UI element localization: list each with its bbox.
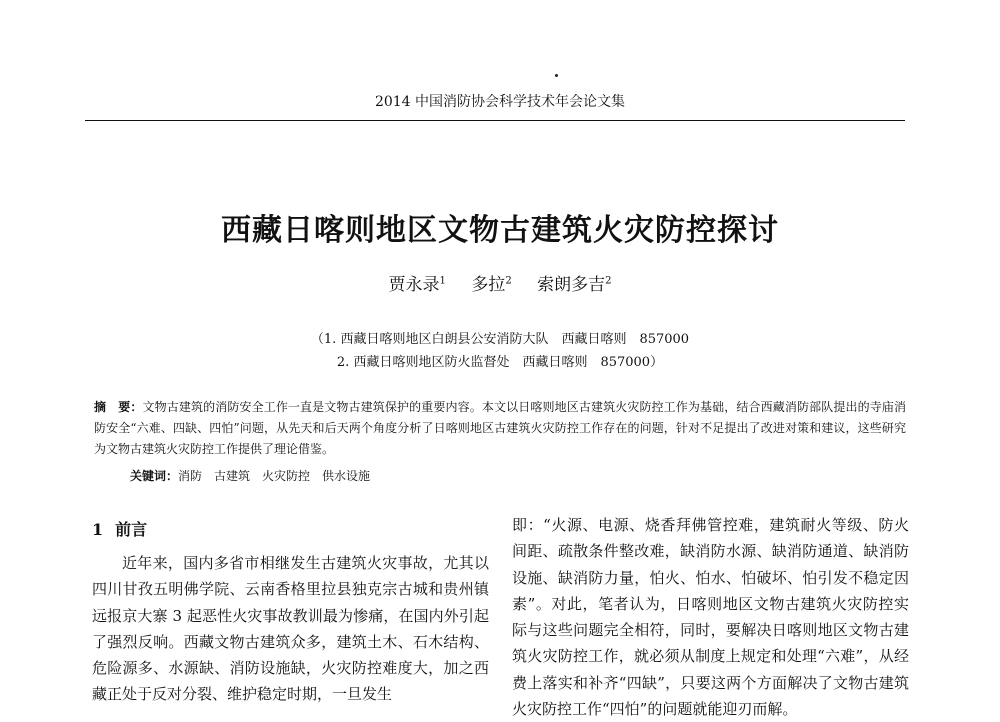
- keywords-text: 消防 古建筑 火灾防控 供水设施: [178, 469, 371, 483]
- section-title: 前言: [115, 520, 148, 539]
- abstract-text: 文物古建筑的消防安全工作一直是文物古建筑保护的重要内容。本文以日喀则地区古建筑火灾防控工作为基础，结合西藏消防部队提出的寺庙消防安全“六难、四缺、四怕”问题，从先天和后天两个角度分析了日喀则地区古建筑火灾防控工作存在的问题，针对不足提出了改进对策和建议，这些研究为文物古建筑火灾防控工作提供了理论借鉴。: [94, 400, 906, 456]
- affiliations: [0, 328, 1000, 374]
- body-paragraph: 近年来，国内多省市相继发生古建筑火灾事故，尤其以四川甘孜五明佛学院、云南香格里拉县独克宗古城和贵州镇远报京大寨 3 起恶性火灾事故教训最为惨痛，在国内外引起了强烈反响。西藏文物古建筑众多，建筑土木、石木结构、危险源多、水源缺、消防设施缺，火灾防控难度大，加之西藏正处于反对分裂、维护稳定时期，一旦发生: [92, 554, 489, 704]
- author: [389, 275, 446, 295]
- body-paragraph: 即：“火源、电源、烧香拜佛管控难，建筑耐火等级、防火间距、疏散条件整改难，缺消防水源、缺消防通道、缺消防设施、缺消防力量，怕火、怕水、怕破坏、怕引发不稳定因素”。对此，笔者认为，日喀则地区文物古建筑火灾防控实际与这些问题完全相符，同时，要解决日喀则地区文物古建筑火灾防控工作，就必须从制度上规定和处理“六难”，从经费上落实和补齐“四缺”，只要这两个方面解决了文物古建筑火灾防控工作“四怕”的问题就能迎刃而解。: [512, 516, 909, 719]
- author-name: 索朗多吉: [537, 275, 606, 295]
- author-affiliation-mark: 2: [605, 275, 612, 287]
- right-column: [512, 512, 909, 722]
- section-heading: [92, 512, 489, 548]
- paper-title: 西藏日喀则地区文物古建筑火灾防控探讨: [221, 213, 779, 248]
- author-affiliation-mark: 2: [505, 275, 512, 287]
- author-name: 贾永录: [388, 275, 440, 295]
- affiliation-line: （1. 西藏日喀则地区白朗县公安消防大队 西藏日喀则 857000: [310, 332, 690, 347]
- abstract-label: 摘 要：: [94, 400, 143, 414]
- abstract: [94, 397, 906, 460]
- author: [537, 275, 611, 295]
- scan-speck: [555, 74, 558, 77]
- keywords: [130, 466, 370, 487]
- author-list: [0, 270, 1000, 295]
- header-rule: [85, 120, 905, 121]
- keywords-label: 关键词：: [130, 469, 179, 483]
- section-number: 1: [92, 520, 104, 539]
- author-affiliation-mark: 1: [439, 275, 446, 287]
- left-column: [92, 512, 489, 708]
- author: [471, 275, 511, 295]
- author-name: 多拉: [471, 275, 506, 295]
- running-header: 2014 中国消防协会科学技术年会论文集: [374, 94, 626, 110]
- affiliation-line: 2. 西藏日喀则地区防火监督处 西藏日喀则 857000）: [336, 355, 664, 370]
